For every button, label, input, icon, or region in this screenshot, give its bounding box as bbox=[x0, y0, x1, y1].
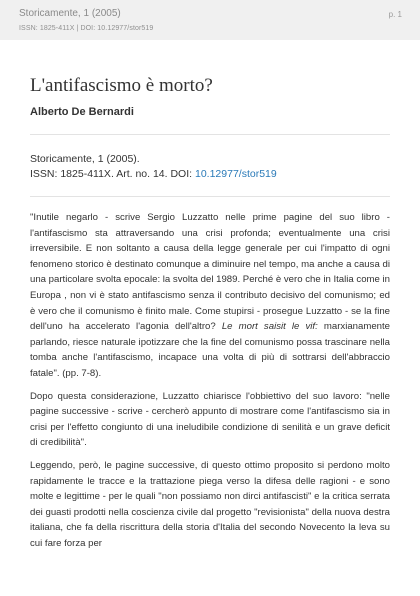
paragraph-text: "Inutile negarlo - scrive Sergio Luzzatto nelle prime pagine del suo libro - l'antifascismo sta attraversando una crisi profonda; eventualmente una crisi irreversibile. E non soltanto a causa della legge generale per cui l'impatto di ogni fenomeno storico è destinato comunque a diminuire nel tempo, ma anche a causa di una particolare svolta epocale: la svolta del 1989. Perché è vero che in Italia come in Europa , non vi è stato antifascismo senza il contributo decisivo del comunismo; ed è vero che il comunismo è finito male. Come stupirsi - prosegue Luzzatto - se la fine dell'uno ha accelerato l'agonia dell'altro? bbox=[30, 212, 390, 333]
divider bbox=[30, 196, 390, 197]
body-paragraph: Leggendo, però, le pagine successive, di questo ottimo proposito si perdono molto rapidamente le tracce e la trattazione piega verso la difesa delle ragioni - e sono molte e legittime - per le quali "non possiamo non dirci antifascisti" e la critica serrata dei guasti prodotti nella coscienza civile dal progetto "revisionista" della nuova destra italiana, che fa della riscrittura della storia d'Italia del secondo Novecento la leva su cui fare forza per bbox=[30, 459, 390, 549]
citation-journal: Storicamente, 1 (2005). bbox=[30, 153, 140, 165]
page-number: p. 1 bbox=[388, 10, 402, 19]
doi-link[interactable]: 10.12977/stor519 bbox=[194, 168, 277, 180]
body-paragraph: Dopo questa considerazione, Luzzatto chiarisce l'obbiettivo del suo lavoro: "nelle pagine successive - scrive - cercherò appunto di mostrare come l'antifascismo sia in crisi per l'effetto congiunto di una ineludibile condizione di senilità e un grave deficit di credibilità". bbox=[30, 390, 390, 449]
page-header bbox=[0, 0, 420, 40]
article-body bbox=[30, 210, 390, 558]
article-title: L'antifascismo è morto? bbox=[30, 75, 213, 96]
article-author: Alberto De Bernardi bbox=[30, 106, 134, 118]
paragraph-text: marxianamente parlando, riesce naturale ipotizzare che la fine del comunismo possa trascinare nella tomba anche l'antifascismo, incapace una volta di più di sottrarsi dell'abbraccio fatale". (pp. 7-8). bbox=[30, 321, 391, 379]
italic-quote: Le mort saisit le vif: bbox=[221, 321, 318, 333]
body-paragraph bbox=[30, 210, 390, 382]
header-journal: Storicamente, 1 (2005) bbox=[19, 8, 121, 19]
divider bbox=[30, 134, 390, 135]
citation-identifiers bbox=[30, 167, 277, 182]
citation-issn: ISSN: 1825-411X. Art. no. 14. DOI: bbox=[30, 168, 195, 180]
citation-block bbox=[30, 152, 277, 182]
header-identifiers: ISSN: 1825-411X | DOI: 10.12977/stor519 bbox=[19, 25, 154, 32]
